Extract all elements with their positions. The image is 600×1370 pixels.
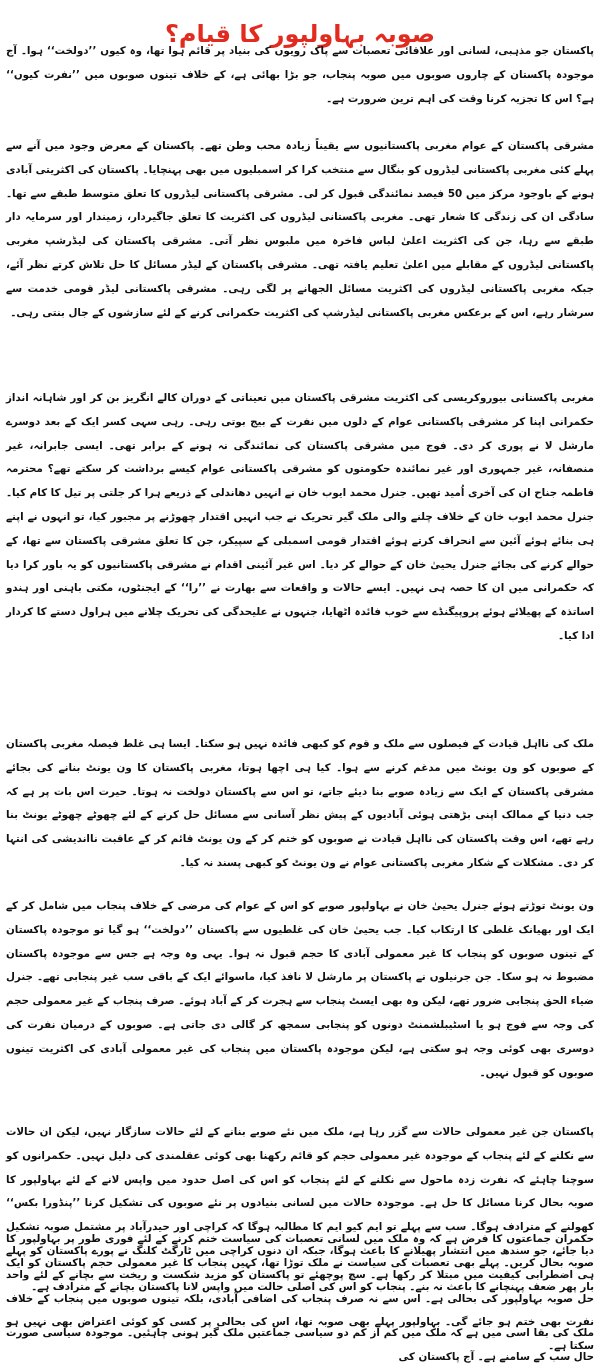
paragraph-6: پاکستان جن غیر معمولی حالات سے گزر رہا ہے، ملک میں نئے صوبے بنانے کے لئے حالات سازگار نہیں، لیکن ان حالات سے نکلنے کے لئے پنجاب کے موجودہ غیر معمولی حجم کو قائم رکھنا بھی کوئی عقلمندی کی دلیل نہیں۔ حکمرانوں کو سوچنا چاہئے کہ نفرت زدہ ماحول سے نکلنے کے لئے پنجاب کو اس کی اصل حدود میں واپس لانے کے لئے بہاولپور کا صوبہ بحال کرنا مسائل کا حل ہے۔ موجودہ حالات میں لسانی بنیادوں پر نئے صوبوں کی تشکیل کرنا ’’پنڈورا بکس‘‘ کھولنے کے مترادف ہوگا۔ سب سے پہلے تو ایم کیو ایم کا مطالبہ ہوگا کہ کراچی اور حیدرآباد پر مشتمل صوبہ تشکیل دیا جائے، جو سندھ میں انتشار پھیلانے کا باعث ہوگا، جبکہ ان دنوں کراچی میں ٹارگٹ کلنگ نے پورے پاکستان کو پہلے ہی اضطرابی کیفیت میں مبتلا کر رکھا ہے۔ سچ پوچھئے تو پاکستان کو مزید شکست و ریخت سے بچانے کے لئے واحد حل صوبہ بہاولپور کی بحالی ہے۔ اس سے نہ صرف پنجاب کی اضافی آبادی، بلکہ تینوں صوبوں میں پنجاب کے خلاف نفرت بھی ختم ہو جائے گی۔ بہاولپور پہلے بھی صوبہ تھا، اس کی بحالی پر کسی کو کوئی اعتراض بھی نہیں ہو سکتا ہے۔ — [6, 1126, 594, 1353]
paragraph-7: حکمران جماعتوں کا فرض ہے کہ وہ ملک میں لسانی تعصبات کی سیاست ختم کرنے کے لئے فوری طور پر بہاولپور کا صوبہ بحال کریں۔ پہلے بھی تعصبات کی سیاست نے ملک توڑا تھا، کہیں پنجاب کا غیر معمولی حجم پاکستان کو ایک بار پھر ضعف پہنچانے کا باعث نہ بنے۔ پنجاب کو اس کی اصلی حالت میں واپس لانا پاکستان بچانے کے مترادف ہے۔ — [6, 1233, 594, 1293]
paragraph-8: ملک کی بقا اسی میں ہے کہ ملک میں کم از کم دو سیاسی جماعتیں ملک گیر ہونی چاہئیں۔ موجودہ سیاسی صورت حال سب کے سامنے ہے۔ آج پاکستان کی — [6, 1327, 594, 1363]
article-headline: صوبہ بہاولپور کا قیام؟ — [164, 20, 436, 49]
paragraph-3: مغربی پاکستانی بیوروکریسی کی اکثریت مشرقی پاکستان میں تعیناتی کے دوران کالے انگریز بن کر اور شاہانہ انداز حکمرانی اپنا کر مشرقی پاکستانی عوام کے دلوں میں نفرت کے بیج بوتی رہی۔ رہی سہی کسر ایک کے بعد دوسرے مارشل لا نے پوری کر دی۔ فوج میں مشرقی پاکستان کی نمائندگی نہ ہونے کے برابر تھی۔ ایسی جابرانہ، غیر منصفانہ، غیر جمہوری اور غیر نمائندہ حکومتوں کو مشرقی پاکستانی عوام کیسے برداشت کر سکتے تھے؟ محترمہ فاطمہ جناح ان کی آخری اُمید تھیں۔ جنرل محمد ایوب خان نے انہیں دھاندلی کے ذریعے ہرا کر جلتی پر تیل کا کام کیا۔ جنرل محمد ایوب خان کے خلاف چلنے والی ملک گیر تحریک نے جب انہیں اقتدار چھوڑنے پر مجبور کیا، تو انہوں نے اپنے ہی بنائے ہوئے آئین سے انحراف کرتے ہوئے اقتدار قومی اسمبلی کے سپیکر، جن کا تعلق مشرقی پاکستان سے تھا، کے حوالے کرنے کی بجائے جنرل یحییٰ خان کے حوالے کر دیا۔ اس غیر آئینی اقدام نے مشرقی پاکستانیوں کو یہ باور کرا دیا کہ حکمرانی میں ان کا حصہ ہی نہیں۔ ایسے حالات و واقعات سے بھارت نے ’’را‘‘ کے ایجنٹوں، مکتی باہنی اور ہندو اساتذہ کے پھیلائے ہوئے پروپیگنڈے سے خوب فائدہ اٹھایا، جنہوں نے علیحدگی کی تحریک چلانے میں ہراول دستے کا کردار ادا کیا۔ — [6, 392, 594, 642]
paragraph-2: مشرقی پاکستان کے عوام مغربی پاکستانیوں سے یقیناً زیادہ محب وطن تھے۔ پاکستان کے معرض وجود میں آنے سے پہلے کئی مغربی پاکستانی لیڈروں کو بنگال سے منتخب کرا کر اسمبلیوں میں بھی پہنچایا۔ پاکستان کی اکثریتی آبادی ہونے کے باوجود مرکز میں 50 فیصد نمائندگی قبول کر لی۔ مشرقی پاکستانی لیڈروں کا تعلق متوسط طبقے سے تھا۔ سادگی ان کی زندگی کا شعار تھی۔ مغربی پاکستانی لیڈروں کی اکثریت کا تعلق جاگیردار، زمیندار اور سرمایہ دار طبقے سے رہا، جن کی اکثریت اعلیٰ لباس فاخرہ میں ملبوس نظر آتی۔ مشرقی پاکستان کی لیڈرشپ مغربی پاکستانی لیڈروں کے مقابلے میں اعلیٰ تعلیم یافتہ تھی۔ مشرقی پاکستان کے لیڈر مسائل کا حل تلاش کرتے نظر آئے، جبکہ مغربی پاکستانی لیڈروں کی اکثریت مسائل الجھانے پر لگی رہی۔ مشرقی پاکستانی لیڈر قومی خدمت سے سرشار رہے، اس کے برعکس مغربی پاکستانی لیڈرشپ کی اکثریت حکمرانی کرنے کے لئے سازشوں کے جال بنتی رہی۔ — [6, 140, 594, 319]
paragraph-5: ون یونٹ توڑتے ہوئے جنرل یحییٰ خان نے بہاولپور صوبے کو اس کے عوام کی مرضی کے خلاف پنجاب میں شامل کر کے ایک اور بھیانک غلطی کا ارتکاب کیا۔ جب یحییٰ خان کی غلطیوں سے پاکستان ’’دولخت‘‘ ہو گیا تو موجودہ پاکستان کے تینوں صوبوں کو پنجاب کا غیر معمولی آبادی کا حجم قبول نہ ہوا۔ یہی وہ وجہ ہے جس سے موجودہ پاکستان مضبوط نہ ہو سکا۔ جن جرنیلوں نے پاکستان پر مارشل لا نافذ کیا، ماسوائے ایک کے باقی سب غیر پنجابی تھے۔ جنرل ضیاء الحق پنجابی ضرور تھے، لیکن وہ بھی ایسٹ پنجاب سے ہجرت کر کے آباد ہوئے۔ صرف پنجاب کے غیر معمولی حجم کی وجہ سے فوج ہو یا اسٹیبلشمنٹ دونوں کو پنجابی سمجھ کر گالی دی جاتی ہے۔ صوبوں کے درمیان نفرت کی دوسری بھی کوئی وجہ ہو سکتی ہے، لیکن موجودہ پاکستان میں پنجاب کی غیر معمولی آبادی کی اکثریت تینوں صوبوں کو قبول نہیں۔ — [6, 900, 594, 1079]
paragraph-4: ملک کی نااہل قیادت کے فیصلوں سے ملک و قوم کو کبھی فائدہ نہیں ہو سکتا۔ ایسا ہی غلط فیصلہ مغربی پاکستان کے صوبوں کو ون یونٹ میں مدغم کرنے سے ہوا۔ کیا ہی اچھا ہوتا، مغربی پاکستان کا ون یونٹ بنانے کی بجائے مشرقی پاکستان کے ایک سے زیادہ صوبے بنا دیئے جاتے، تو اس سے پاکستان دولخت نہ ہوتا۔ حیرت اس بات پر ہے کہ جب دنیا کے ممالک اپنی بڑھتی ہوئی آبادیوں کے پیش نظر آسانی سے مسائل حل کرنے کے لئے چھوٹے چھوٹے یونٹ بنا رہے تھے، اس وقت پاکستان کی نااہل قیادت نے صوبوں کو ختم کر کے ون یونٹ قائم کر کے عاقبت نااندیشی کی انتہا کر دی۔ مشکلات کے شکار مغربی پاکستانی عوام نے ون یونٹ کو کبھی پسند نہ کیا۔ — [6, 738, 594, 869]
paragraph-1: پاکستان جو مذہبی، لسانی اور علاقائی تعصبات سے پاک رویوں کی بنیاد پر قائم ہوا تھا، وہ کیوں ’’دولخت‘‘ ہوا۔ آج موجودہ پاکستان کے چاروں صوبوں میں صوبہ پنجاب، جو بڑا بھائی ہے، کے خلاف تینوں صوبوں میں ’’نفرت کیوں‘‘ ہے؟ اس کا تجزیہ کرنا وقت کی اہم ترین ضرورت ہے۔ — [6, 45, 594, 105]
